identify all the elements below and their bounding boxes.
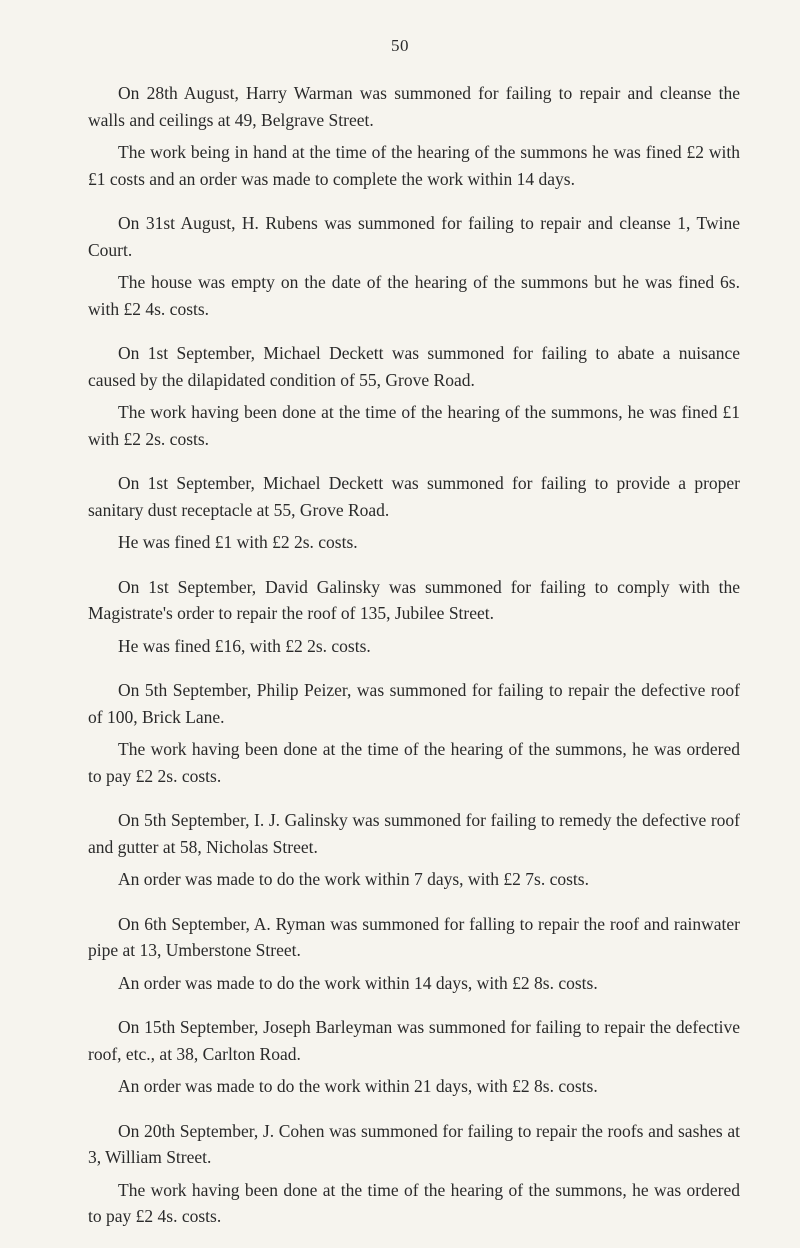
summons-paragraph: On 15th September, Joseph Barleyman was summoned for failing to repair the defective roof, etc., at 38, Carlton Road.: [88, 1017, 740, 1064]
outcome-paragraph: The work being in hand at the time of the hearing of the summons he was fined £2 with £1 costs and an order was made to complete the work within 14 days.: [88, 142, 740, 189]
summons-entry: [88, 911, 740, 997]
summons-paragraph: On 1st September, David Galinsky was summoned for failing to comply with the Magistrate's order to repair the roof of 135, Jubilee Street.: [88, 576, 740, 623]
page-number: 50: [391, 36, 409, 55]
outcome-paragraph: The house was empty on the date of the hearing of the summons but he was fined 6s. with £2 4s. costs.: [88, 272, 740, 319]
outcome-paragraph: He was fined £1 with £2 2s. costs.: [118, 532, 358, 552]
summons-entry: [88, 1014, 740, 1100]
outcome-paragraph: An order was made to do the work within 14 days, with £2 8s. costs.: [118, 972, 598, 993]
summons-paragraph: On 6th September, A. Ryman was summoned for falling to repair the roof and rainwater pipe at 13, Umberstone Street.: [88, 913, 740, 960]
summons-entry: [88, 210, 740, 322]
summons-entry: [88, 1118, 740, 1230]
summons-paragraph: On 28th August, Harry Warman was summoned for failing to repair and cleanse the walls and ceilings at 49, Belgrave Street.: [88, 83, 740, 130]
outcome-paragraph: The work having been done at the time of the hearing of the summons, he was ordered to pay £2 4s. costs.: [88, 1179, 740, 1226]
summons-paragraph: On 5th September, I. J. Galinsky was summoned for failing to remedy the defective roof and gutter at 58, Nicholas Street.: [88, 810, 740, 857]
summons-paragraph: On 1st September, Michael Deckett was summoned for failing to abate a nuisance caused by the dilapidated condition of 55, Grove Road.: [88, 343, 740, 390]
summons-entry: [88, 807, 740, 893]
summons-paragraph: On 20th September, J. Cohen was summoned for failing to repair the roofs and sashes at 3, William Street.: [88, 1120, 740, 1167]
outcome-paragraph: An order was made to do the work within 21 days, with £2 8s. costs.: [118, 1076, 598, 1096]
outcome-paragraph: He was fined £16, with £2 2s. costs.: [118, 635, 371, 656]
summons-entry: [88, 80, 740, 192]
summons-entry: [88, 574, 740, 660]
outcome-paragraph: An order was made to do the work within 7 days, with £2 7s. costs.: [118, 869, 589, 889]
summons-entry: [88, 340, 740, 452]
outcome-paragraph: The work having been done at the time of the hearing of the summons, he was ordered to pay £2 2s. costs.: [88, 739, 740, 786]
outcome-paragraph: The work having been done at the time of the hearing of the summons, he was fined £1 with £2 2s. costs.: [88, 402, 740, 449]
body-text: [88, 80, 740, 1248]
summons-paragraph: On 1st September, Michael Deckett was summoned for failing to provide a proper sanitary dust receptacle at 55, Grove Road.: [88, 473, 740, 520]
summons-entry: [88, 677, 740, 789]
summons-paragraph: On 31st August, H. Rubens was summoned for failing to repair and cleanse 1, Twine Court.: [88, 213, 740, 260]
summons-entry: [88, 470, 740, 556]
summons-paragraph: On 5th September, Philip Peizer, was summoned for failing to repair the defective roof of 100, Brick Lane.: [88, 680, 740, 727]
